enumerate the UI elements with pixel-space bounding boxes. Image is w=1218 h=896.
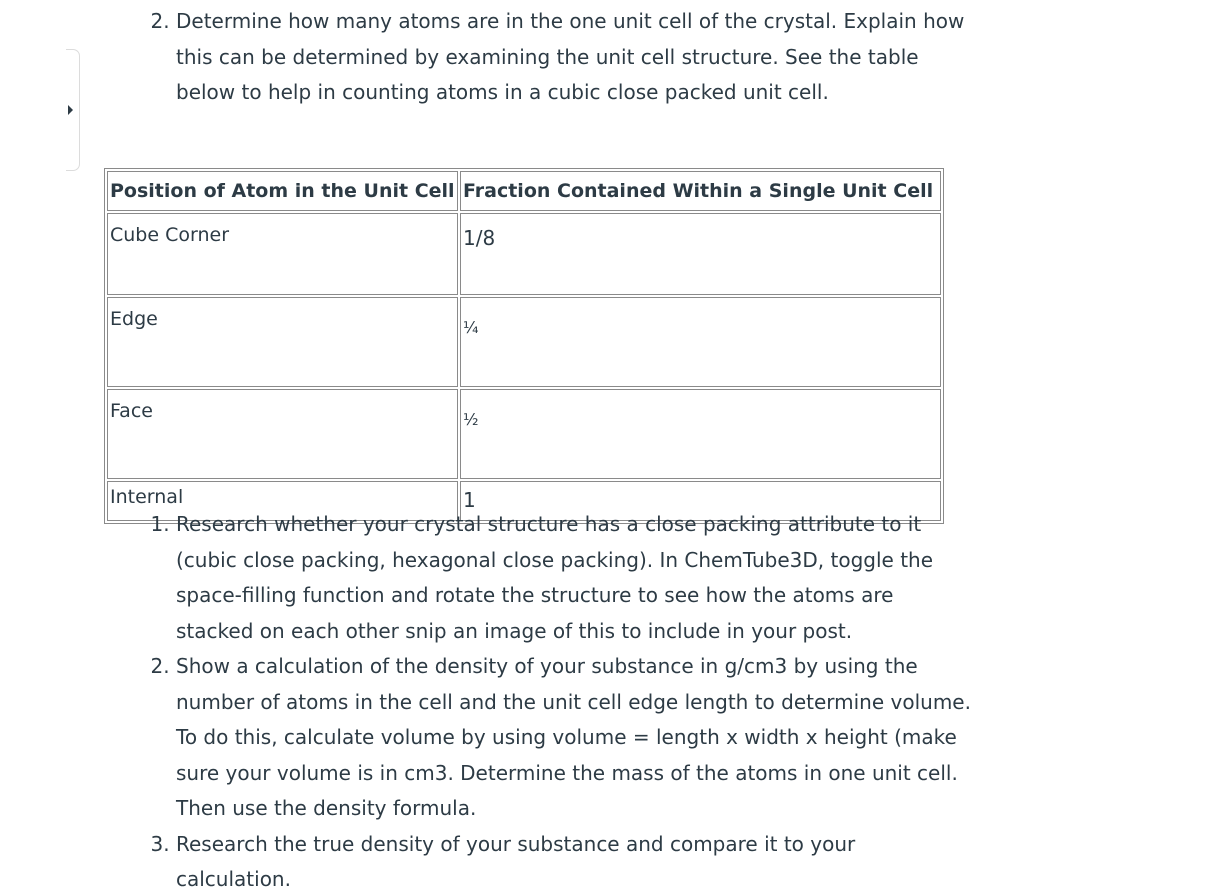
caret-right-icon [68,105,73,115]
table-row [107,213,941,295]
list-item: 1. Research whether your crystal structure has a close packing attribute to it (cubic close packing, hexagonal close packing). In ChemTube3D, toggle the space-filling function and rotate the structure to see how the atoms are stacked on each other snip an image of this to include in your post. [176,507,976,649]
list-item: 2. Determine how many atoms are in the one unit cell of the crystal. Explain how this can be determined by examining the unit cell structure. See the table below to help in counting atoms in a cubic close packed unit cell. [176,4,976,111]
fraction-cell: 1/8 [460,213,941,295]
list-item: 3. Research the true density of your substance and compare it to your calculation. [176,827,976,896]
table-header-row [107,171,941,211]
fraction-cell: ½ [460,389,941,479]
list-item: 2. Show a calculation of the density of your substance in g/cm3 by using the number of atoms in the cell and the unit cell edge length to determine volume. To do this, calculate volume by using volume = length x width x height (make sure your volume is in cm3. Determine the mass of the atoms in one unit cell. Then use the density formula. [176,649,976,827]
fraction-cell: ¼ [460,297,941,387]
steps-list [176,507,976,896]
position-cell: Face [107,389,458,479]
fraction-cell: 1 [460,481,941,521]
table-row [107,389,941,479]
intro-list [176,4,976,111]
position-cell: Edge [107,297,458,387]
position-cell: Internal [107,481,458,521]
column-header-fraction: Fraction Contained Within a Single Unit Cell [460,171,941,211]
table-row [107,297,941,387]
atom-fraction-table [104,168,944,524]
sidebar-toggle-button[interactable] [66,49,80,171]
column-header-position: Position of Atom in the Unit Cell [107,171,458,211]
position-cell: Cube Corner [107,213,458,295]
